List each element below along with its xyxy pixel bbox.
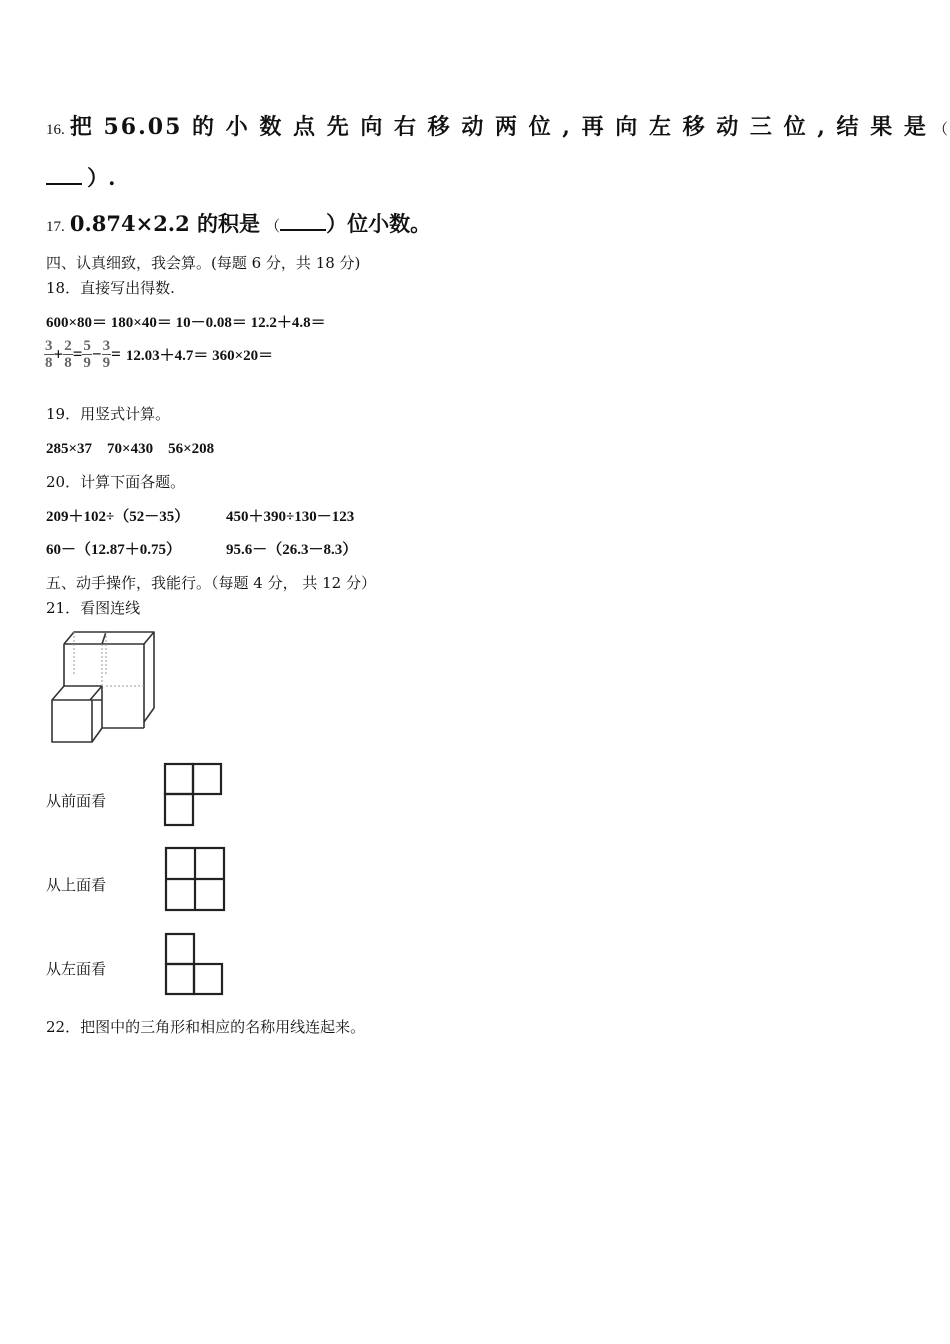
q16-number: 16.: [46, 122, 65, 138]
section5-heading: 五、动手操作，我能行。（每题 4 分， 共 12 分）: [46, 574, 376, 592]
front-view-shape[interactable]: [164, 763, 224, 827]
q18-title: 18．直接写出得数.: [46, 279, 175, 297]
q18-row2-rest: 12.03＋4.7＝ 360×20＝: [125, 348, 274, 364]
q17-open-paren: （: [265, 217, 281, 235]
q16-text: 把 56.05 的 小 数 点 先 向 右 移 动 两 位 , 再 向 左 移 动 三 位 , 结 果 是: [69, 114, 928, 140]
q17-close: ）位小数。: [326, 211, 432, 236]
q17: [46, 208, 431, 238]
q16-open-paren: （: [932, 120, 948, 138]
q17-number: 17.: [46, 219, 65, 235]
q18-op-3: −: [91, 344, 102, 364]
q21-title: 21．看图连线: [46, 599, 141, 617]
q16-answer-line: [46, 162, 115, 192]
q17-text: 0.874×2.2 的积是: [69, 211, 261, 236]
q18-fraction-3: $\frac{5}{9}$: [83, 338, 91, 371]
q20-expr-3: 60－（12.87＋0.75）: [46, 542, 182, 558]
q19-title: 19．用竖式计算。: [46, 405, 171, 423]
q20-expr-2: 450＋390÷130－123: [226, 509, 355, 525]
cube-figure: [46, 630, 158, 746]
q20-expr-4: 95.6－（26.3－8.3）: [226, 542, 358, 558]
q20-title: 20．计算下面各题。: [46, 473, 186, 491]
q18-fraction-1: $\frac{3}{8}$: [45, 338, 53, 371]
q16-blank[interactable]: [46, 169, 82, 185]
section4-heading: 四、认真细致，我会算。(每题 6 分，共 18 分): [46, 254, 361, 272]
q17-blank[interactable]: [280, 215, 326, 231]
q16-close: ）.: [87, 165, 116, 190]
q16: [46, 110, 948, 141]
q18-op-2: =: [72, 344, 83, 364]
left-view-shape[interactable]: [164, 932, 224, 996]
q18-row1: 600×80＝ 180×40＝ 10－0.08＝ 12.2＋4.8＝: [46, 315, 326, 331]
q18-op-4: =: [111, 344, 121, 364]
top-view-shape[interactable]: [164, 846, 226, 912]
view-label-top: 从上面看: [46, 876, 107, 894]
q18-row2: [44, 338, 273, 371]
q22-title: 22．把图中的三角形和相应的名称用线连起来。: [46, 1018, 366, 1036]
view-label-left: 从左面看: [46, 960, 107, 978]
q20-expr-1: 209＋102÷（52－35）: [46, 509, 190, 525]
q18-op-1: +: [53, 344, 64, 364]
q19-items: 285×37 70×430 56×208: [46, 441, 215, 457]
q18-fraction-2: $\frac{2}{8}$: [64, 338, 72, 371]
view-label-front: 从前面看: [46, 792, 107, 810]
q18-fraction-4: $\frac{3}{9}$: [102, 338, 111, 371]
